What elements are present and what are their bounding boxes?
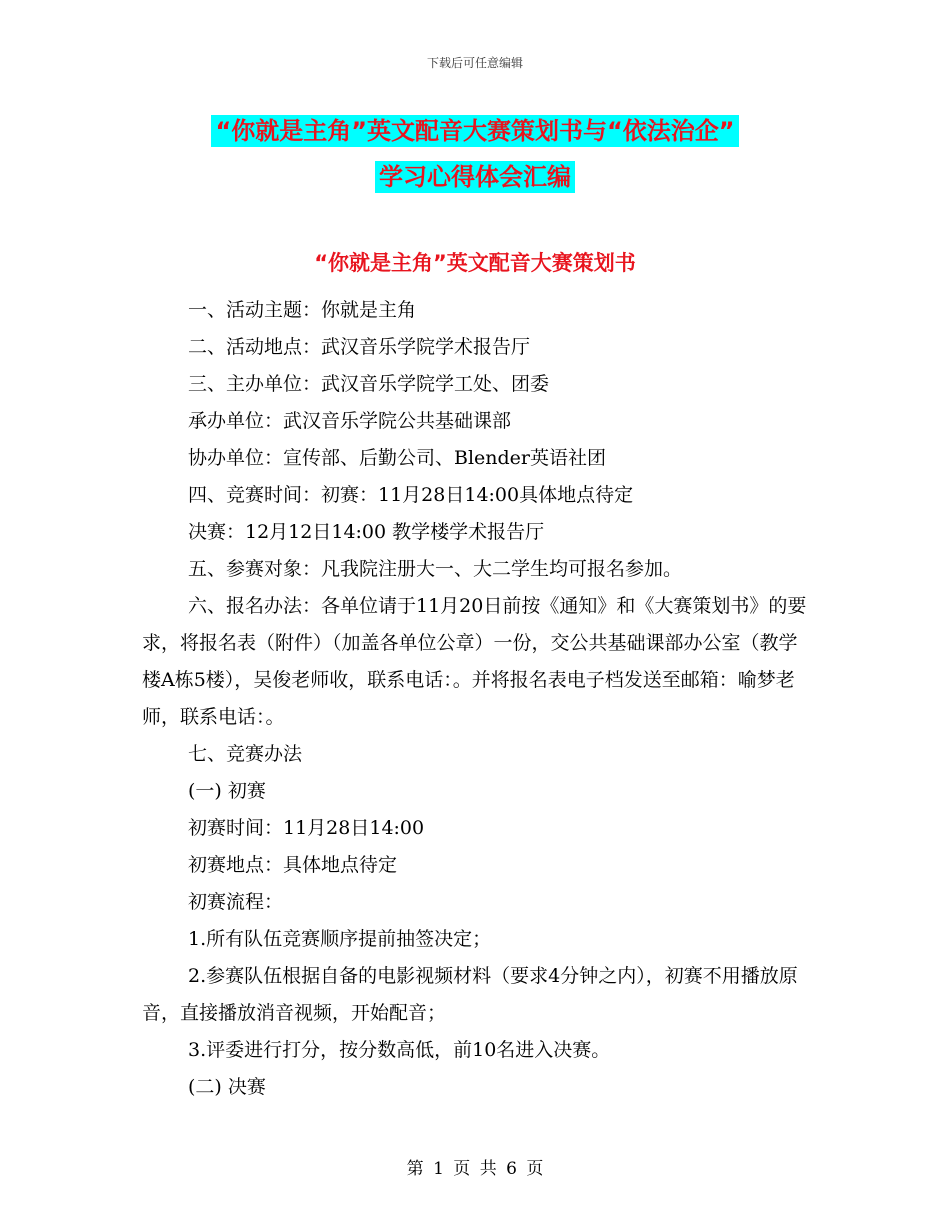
section-title: “你就是主角”英文配音大赛策划书 bbox=[314, 251, 636, 275]
paragraph-theme: 一、活动主题：你就是主角 bbox=[188, 299, 417, 321]
paragraph-co-organizer: 协办单位：宣传部、后勤公司、Blender英语社团 bbox=[188, 447, 607, 469]
document-title-line-1: “你就是主角”英文配音大赛策划书与“依法治企” bbox=[211, 115, 738, 147]
body-text bbox=[142, 292, 814, 1106]
paragraph-preliminary-venue: 初赛地点：具体地点待定 bbox=[188, 854, 398, 876]
paragraph-venue: 二、活动地点：武汉音乐学院学术报告厅 bbox=[188, 336, 531, 358]
paragraph-final-time: 决赛：12月12日14:00 教学楼学术报告厅 bbox=[188, 521, 545, 543]
header-note: 下载后可任意编辑 bbox=[426, 56, 523, 70]
document-title bbox=[0, 108, 950, 200]
page-footer: 第 1 页 共 6 页 bbox=[406, 1159, 544, 1179]
paragraph-preliminary-time: 初赛时间：11月28日14:00 bbox=[188, 817, 425, 839]
paragraph-competition-method: 七、竞赛办法 bbox=[188, 743, 303, 765]
paragraph-registration: 六、报名办法：各单位请于11月20日前按《通知》和《大赛策划书》的要求，将报名表（附件）（加盖各单位公章）一份，交公共基础课部办公室（教学楼A栋5楼），吴俊老师收，联系电话：。并将报名表电子档发送至邮箱：喻梦老师，联系电话：。 bbox=[142, 595, 807, 728]
paragraph-final-heading: (二) 决赛 bbox=[188, 1076, 266, 1098]
document-title-line-2: 学习心得体会汇编 bbox=[375, 161, 575, 193]
paragraph-host: 三、主办单位：武汉音乐学院学工处、团委 bbox=[188, 373, 550, 395]
paragraph-preliminary-heading: (一) 初赛 bbox=[188, 780, 266, 802]
paragraph-step-2: 2.参赛队伍根据自备的电影视频材料（要求4分钟之内），初赛不用播放原音，直接播放消音视频，开始配音； bbox=[142, 965, 798, 1024]
paragraph-preliminary-process: 初赛流程： bbox=[188, 891, 284, 913]
paragraph-participants: 五、参赛对象：凡我院注册大一、大二学生均可报名参加。 bbox=[188, 558, 683, 580]
paragraph-time: 四、竞赛时间：初赛：11月28日14:00具体地点待定 bbox=[188, 484, 634, 506]
paragraph-step-1: 1.所有队伍竞赛顺序提前抽签决定； bbox=[188, 928, 492, 950]
paragraph-organizer: 承办单位：武汉音乐学院公共基础课部 bbox=[188, 410, 512, 432]
paragraph-step-3: 3.评委进行打分，按分数高低，前10名进入决赛。 bbox=[188, 1039, 611, 1061]
